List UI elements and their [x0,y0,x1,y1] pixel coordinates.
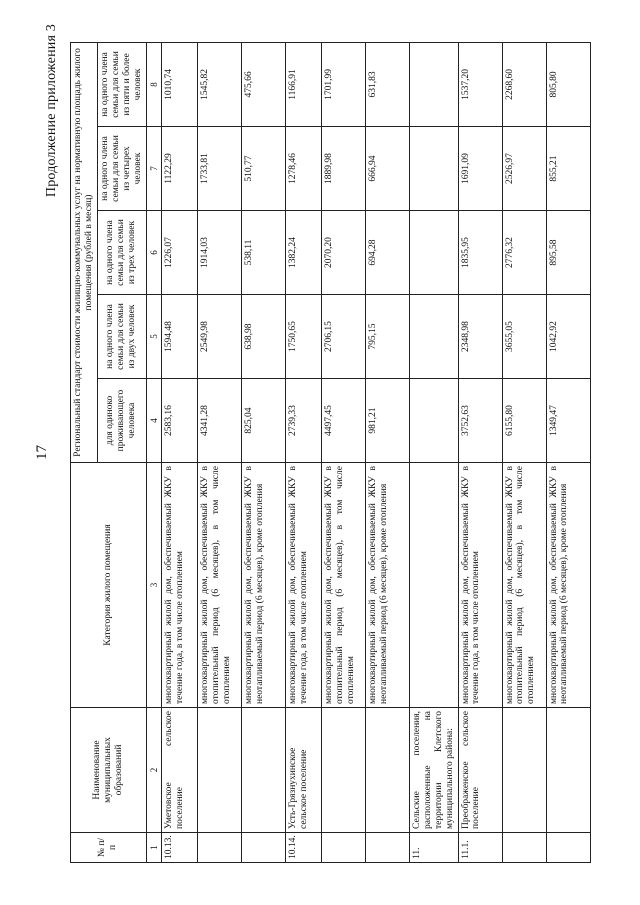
standard-value: 981,21 [365,379,409,463]
housing-category: многоквартирный жилой дом, обеспечиваемый ЖКУ в отопительный период (6 месяцев), в том числе отоплением [502,463,546,708]
table-row [502,42,546,862]
standard-value: 1701,99 [321,42,365,126]
standard-value: 2583,16 [161,379,197,463]
standard-value: 2070,20 [321,211,365,295]
standard-value: 666,94 [365,127,409,211]
standard-value: 2549,98 [197,295,241,379]
row-number: 11. [409,833,458,863]
housing-category: многоквартирный жилой дом, обеспечиваемый ЖКУ в отопительный период (6 месяцев), в том числе отоплением [321,463,365,708]
standard-value: 2268,60 [502,42,546,126]
header-category: Категория жилого помещения [71,463,147,708]
standard-value: 1226,07 [161,211,197,295]
standard-value [409,379,458,463]
standard-value [409,42,458,126]
standard-value: 3752,63 [458,379,502,463]
table-row [321,42,365,862]
page-number: 17 [34,445,50,460]
table-row [285,42,321,862]
table-row [161,42,197,862]
standard-value: 2739,33 [285,379,321,463]
header-sub-3: на одного члена семьи для семьи из трех человек [97,211,146,295]
municipality-name: Усть-Грязнухинское сельское поселение [285,708,321,833]
standard-value: 3655,05 [502,295,546,379]
col-index: 5 [146,295,161,379]
col-index: 7 [146,127,161,211]
housing-category: многоквартирный жилой дом, обеспечиваемый ЖКУ в течение года, в том числе отоплением [161,463,197,708]
row-number [241,833,285,863]
standard-value: 475,66 [241,42,285,126]
housing-category: многоквартирный жилой дом, обеспечиваемый ЖКУ в отопительный период (6 месяцев), в том числе отоплением [197,463,241,708]
standard-value: 1166,91 [285,42,321,126]
standard-value: 1835,95 [458,211,502,295]
table-body [161,42,590,862]
col-index: 6 [146,211,161,295]
tariff-table [70,42,591,863]
table-row [458,42,502,862]
municipality-name [197,708,241,833]
standard-value: 2706,15 [321,295,365,379]
municipality-name: Сельские поселения, расположенные на территории Клетского муниципального района: [409,708,458,833]
municipality-name: Преображенское сельское поселение [458,708,502,833]
municipality-name [546,708,590,833]
standard-value: 895,58 [546,211,590,295]
header-sub-2: на одного члена семьи для семьи из двух человек [97,295,146,379]
row-number [502,833,546,863]
header-num: № п/п [71,833,147,863]
row-number [197,833,241,863]
table-row [241,42,285,862]
standard-value: 795,15 [365,295,409,379]
standard-value: 1914,03 [197,211,241,295]
standard-value: 825,04 [241,379,285,463]
header-sub-1: для одиноко проживающего человека [97,379,146,463]
standard-value: 4341,28 [197,379,241,463]
col-index: 8 [146,42,161,126]
standard-value: 1594,48 [161,295,197,379]
standard-value: 1122,29 [161,127,197,211]
row-number: 11.1. [458,833,502,863]
standard-value: 4497,45 [321,379,365,463]
standard-value: 1750,65 [285,295,321,379]
col-index: 1 [146,833,161,863]
standard-value: 1042,92 [546,295,590,379]
housing-category: многоквартирный жилой дом, обеспечиваемый ЖКУ в неотапливаемый период (6 месяцев), кроме отопления [241,463,285,708]
header-sub-4: на одного члена семьи для семьи из четырех человек [97,127,146,211]
standard-value: 510,77 [241,127,285,211]
table-row [546,42,590,862]
col-index: 4 [146,379,161,463]
row-number: 10.14. [285,833,321,863]
header-standard: Региональный стандарт стоимости жилищно-коммунальных услуг на нормативную площадь жилого помещения (рублей в месяц) [71,42,98,462]
row-number [365,833,409,863]
standard-value: 1537,20 [458,42,502,126]
standard-value: 538,11 [241,211,285,295]
standard-value: 638,98 [241,295,285,379]
housing-category: многоквартирный жилой дом, обеспечиваемый ЖКУ в течение года, в том числе отоплением [458,463,502,708]
table-row [409,42,458,862]
municipality-name [241,708,285,833]
housing-category: многоквартирный жилой дом, обеспечиваемый ЖКУ в течение года, в том числе отоплением [285,463,321,708]
standard-value [409,295,458,379]
standard-value: 1278,46 [285,127,321,211]
standard-value: 1010,74 [161,42,197,126]
standard-value: 1382,24 [285,211,321,295]
standard-value [409,211,458,295]
standard-value [409,127,458,211]
header-municipality: Наименование муниципальных образований [71,708,147,833]
standard-value: 1349,47 [546,379,590,463]
housing-category: многоквартирный жилой дом, обеспечиваемый ЖКУ в неотапливаемый период (6 месяцев), кроме отопления [365,463,409,708]
standard-value: 2526,97 [502,127,546,211]
standard-value: 6155,80 [502,379,546,463]
standard-value: 805,80 [546,42,590,126]
row-number [321,833,365,863]
municipality-name [502,708,546,833]
standard-value: 1733,81 [197,127,241,211]
standard-value: 694,28 [365,211,409,295]
standard-value: 1889,98 [321,127,365,211]
standard-value: 2776,32 [502,211,546,295]
appendix-caption: Продолжение приложения 3 [44,24,59,198]
standard-value: 1691,09 [458,127,502,211]
row-number [546,833,590,863]
housing-category [409,463,458,708]
municipality-name: Уметовское сельское поселение [161,708,197,833]
standard-value: 855,21 [546,127,590,211]
municipality-name [321,708,365,833]
standard-value: 2348,98 [458,295,502,379]
table-row [365,42,409,862]
standard-value: 1545,82 [197,42,241,126]
housing-category: многоквартирный жилой дом, обеспечиваемый ЖКУ в неотапливаемый период (6 месяцев), кроме отопления [546,463,590,708]
table-row [197,42,241,862]
col-index: 3 [146,463,161,708]
col-index: 2 [146,708,161,833]
standard-value: 631,83 [365,42,409,126]
row-number: 10.13. [161,833,197,863]
header-sub-5: на одного члена семьи для семьи из пяти и более человек [97,42,146,126]
municipality-name [365,708,409,833]
